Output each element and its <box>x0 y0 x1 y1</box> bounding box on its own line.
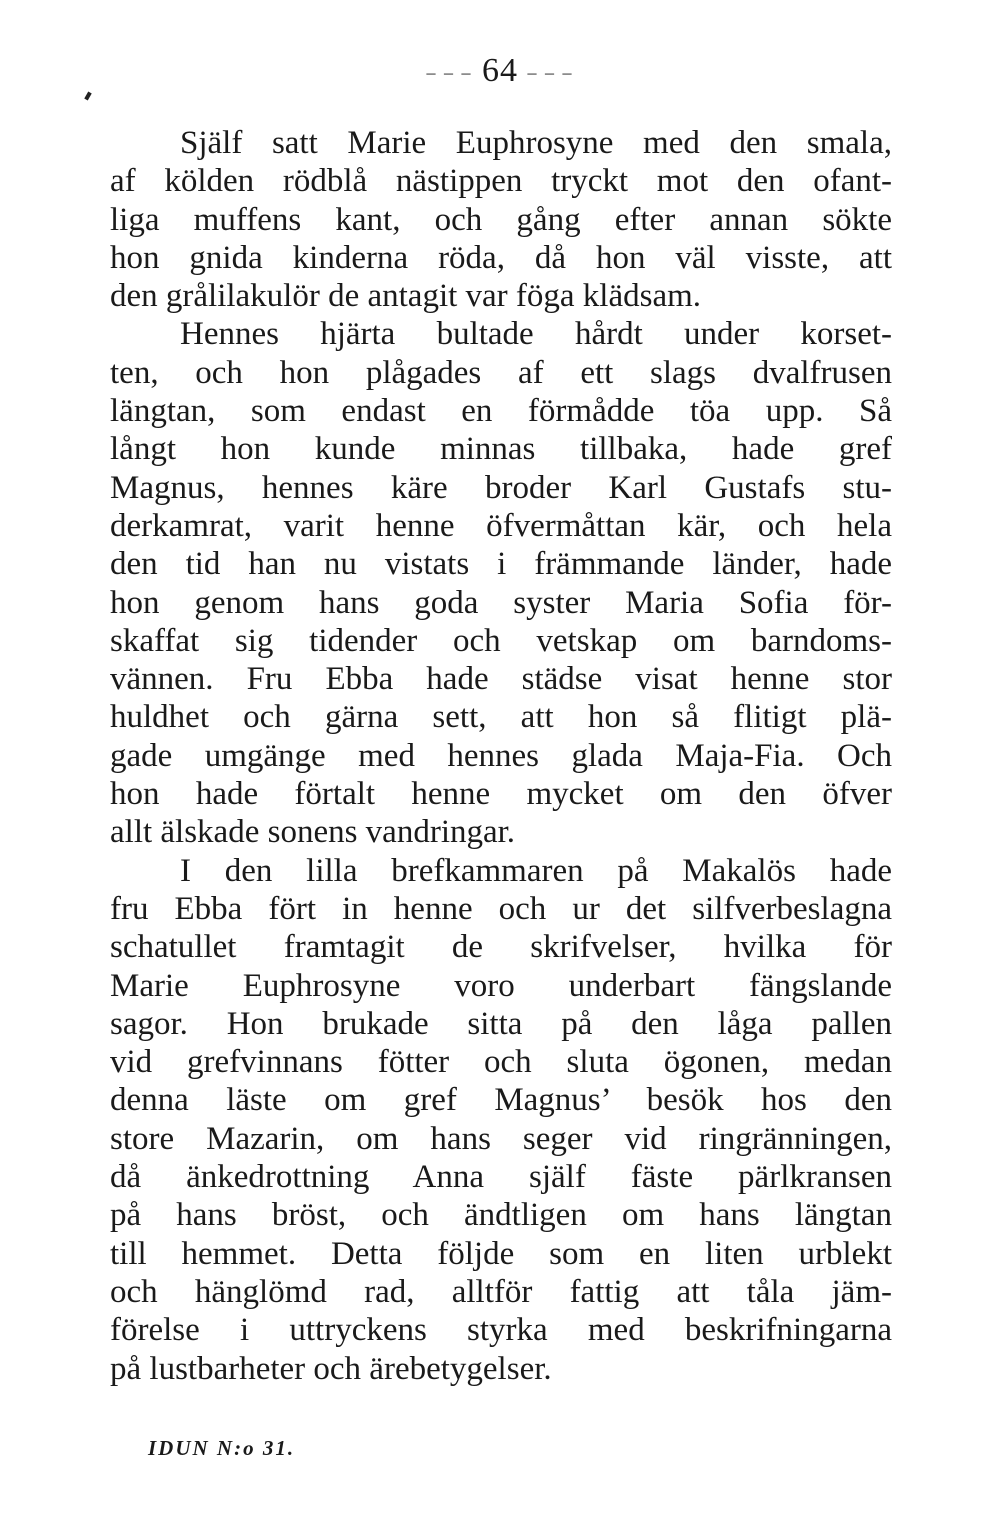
text-line: skaffat sig tidender och vetskap om barndoms- <box>110 622 892 659</box>
text-line: ten, och hon plågades af ett slags dvalfrusen <box>110 354 892 391</box>
text-line: gade umgänge med hennes glada Maja-Fia. Och <box>110 737 892 774</box>
text-line: vännen. Fru Ebba hade städse visat henne stor <box>110 661 892 698</box>
text-line: förelse i uttryckens styrka med beskrifningarna <box>110 1312 892 1349</box>
text-line: Hennes hjärta bultade hårdt under korset- <box>180 316 892 353</box>
text-line: derkamrat, varit henne öfvermåttan kär, och hela <box>110 507 892 544</box>
text-line: på lustbarheter och ärebetygelser. <box>110 1350 552 1387</box>
page-number <box>0 52 1000 90</box>
text-line: då änkedrottning Anna själf fäste pärlkransen <box>110 1159 892 1196</box>
text-line: fru Ebba fört in henne och ur det silfverbeslagna <box>110 890 892 927</box>
text-line: af kölden rödblå nästippen tryckt mot den ofant- <box>110 163 892 200</box>
text-line: den grålilakulör de antagit var föga klädsam. <box>110 278 702 315</box>
page-number-dash-left: – – – <box>426 62 473 83</box>
body-text <box>110 124 892 1388</box>
text-line: vid grefvinnans fötter och sluta ögonen, medan <box>110 1044 892 1081</box>
signature-footer: IDUN N:o 31. <box>148 1436 296 1460</box>
text-line: och hänglömd rad, alltför fattig att tåla jäm- <box>110 1273 892 1310</box>
text-line: I den lilla brefkammaren på Makalös hade <box>180 852 892 889</box>
text-line: Själf satt Marie Euphrosyne med den smala, <box>180 125 892 161</box>
text-line: Magnus, hennes käre broder Karl Gustafs stu- <box>110 469 892 506</box>
text-line: till hemmet. Detta följde som en liten urblekt <box>110 1235 892 1272</box>
text-line: den tid han nu vistats i främmande länder, hade <box>110 546 892 583</box>
text-line: långt hon kunde minnas tillbaka, hade gref <box>110 431 892 468</box>
text-line: huldhet och gärna sett, att hon så flitigt plä- <box>110 699 892 736</box>
text-line: hon genom hans goda syster Maria Sofia för- <box>110 584 892 621</box>
page-number-value: 64 <box>482 52 518 89</box>
page-number-dash-right: – – – <box>527 62 574 83</box>
stray-ink-mark <box>84 92 91 101</box>
text-line: denna läste om gref Magnus’ besök hos den <box>110 1082 892 1119</box>
text-line: Marie Euphrosyne voro underbart fängslande <box>110 967 892 1004</box>
text-line: liga muffens kant, och gång efter annan sökte <box>110 201 892 238</box>
text-line: store Mazarin, om hans seger vid ringränningen, <box>110 1120 892 1157</box>
text-line: på hans bröst, och ändtligen om hans längtan <box>110 1197 892 1234</box>
text-line: schatullet framtagit de skrifvelser, hvilka för <box>110 929 892 966</box>
text-line: hon gnida kinderna röda, då hon väl visste, att <box>110 239 892 276</box>
text-line: sagor. Hon brukade sitta på den låga pallen <box>110 1005 892 1042</box>
text-line: hon hade förtalt henne mycket om den öfver <box>110 776 892 813</box>
text-line: längtan, som endast en förmådde töa upp. Så <box>110 393 892 430</box>
text-line: allt älskade sonens vandringar. <box>110 814 516 851</box>
